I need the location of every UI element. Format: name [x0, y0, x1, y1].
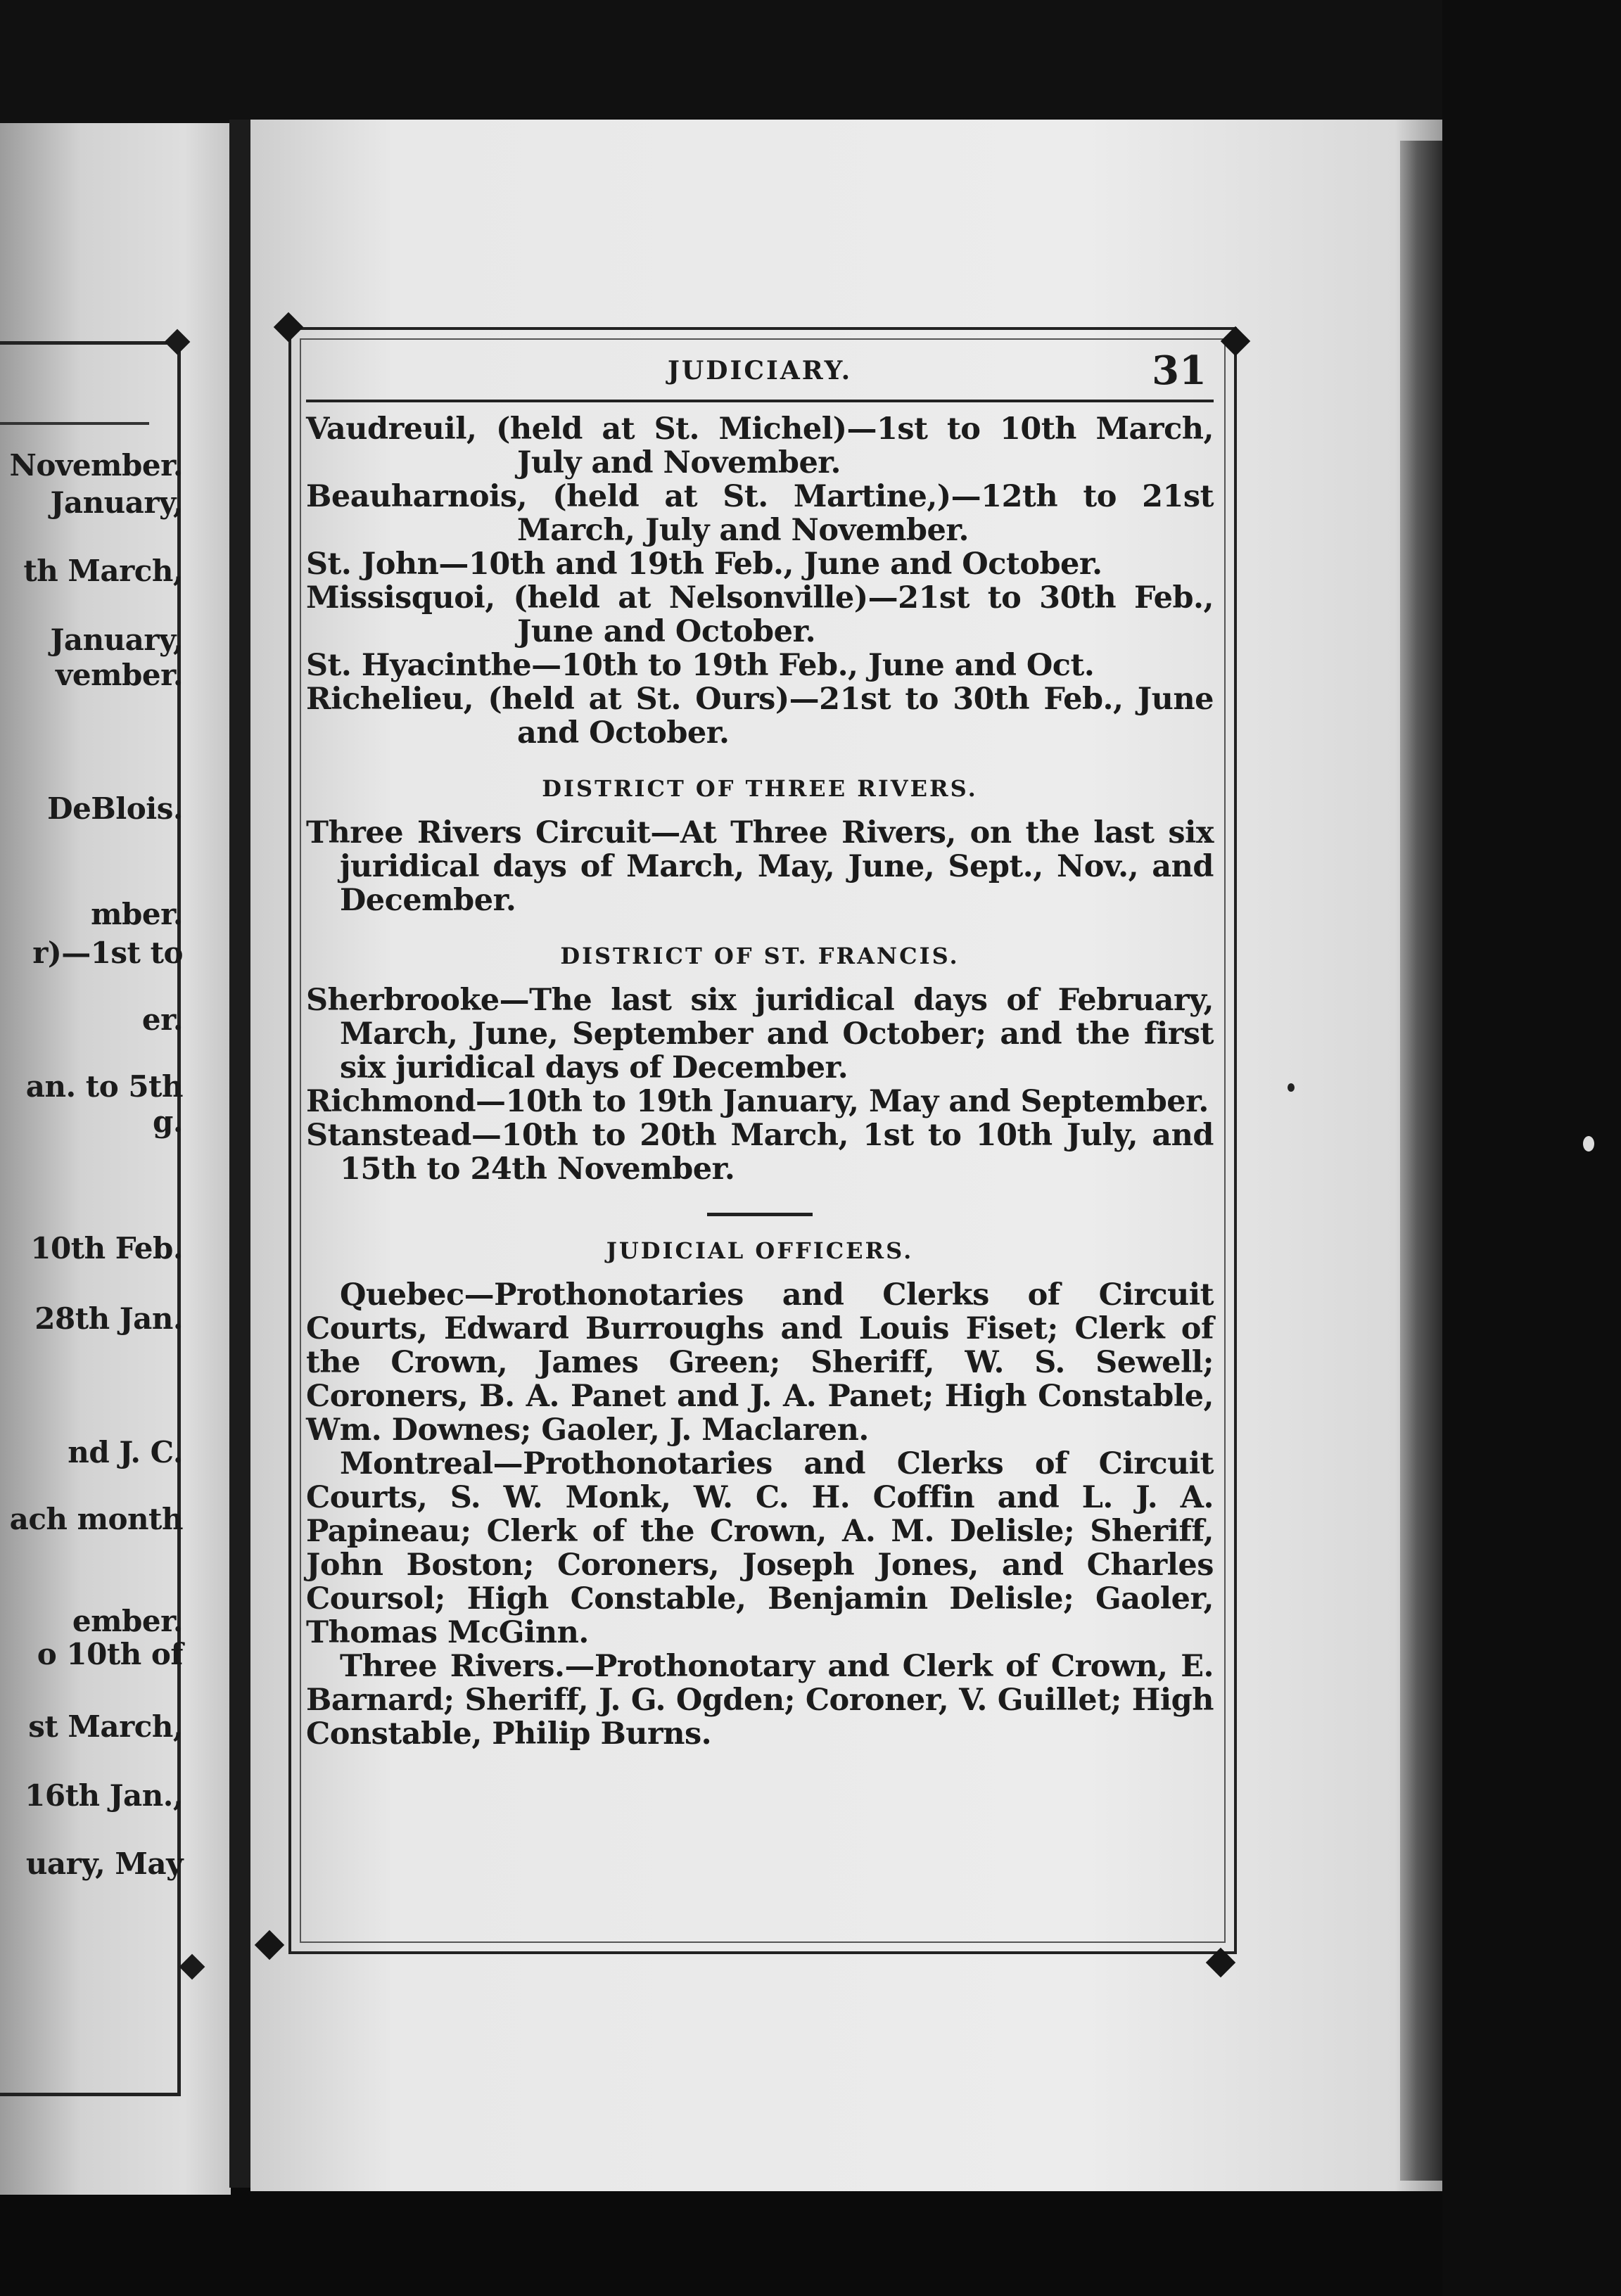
- previous-page-fragment: January,: [50, 485, 183, 520]
- page-number: 31: [1152, 347, 1207, 394]
- circuit-entry: Stanstead—10th to 20th March, 1st to 10th July, and 15th to 24th November.: [306, 1118, 1214, 1187]
- previous-page-fragment: DeBlois.: [47, 791, 183, 826]
- section-heading: JUDICIAL OFFICERS.: [606, 1237, 914, 1264]
- previous-page-fragment: er.: [141, 1002, 183, 1037]
- previous-page-fragment: 28th Jan.: [34, 1301, 183, 1336]
- previous-page-header-rule: [0, 422, 149, 425]
- previous-page-fragment: uary, May: [25, 1847, 183, 1881]
- previous-page-fragment: ach month: [9, 1502, 183, 1536]
- previous-page-fragment: ember.: [72, 1604, 183, 1638]
- section-heading: DISTRICT OF ST. FRANCIS.: [560, 943, 960, 969]
- circuit-entry: Sherbrooke—The last six juridical days of February, March, June, September and October; and the first six juridical days of December.: [306, 983, 1214, 1085]
- scan-speck: [1583, 1136, 1594, 1152]
- previous-page-fragment: nd J. C.: [68, 1435, 183, 1469]
- previous-page-fragment: st March,: [28, 1709, 183, 1744]
- previous-page-fragment: November.: [9, 448, 183, 483]
- circuit-entry: Richelieu, (held at St. Ours)—21st to 30th Feb., June and October.: [306, 682, 1214, 751]
- circuit-entry: Three Rivers Circuit—At Three Rivers, on the last six juridical days of March, May, June, Sept., Nov., and December.: [306, 815, 1214, 918]
- previous-page: [0, 123, 231, 2195]
- circuit-entry: St. Hyacinthe—10th to 19th Feb., June and Oct.: [306, 648, 1095, 683]
- previous-page-fragment: g.: [153, 1104, 183, 1139]
- officers-paragraph: Three Rivers.—Prothonotary and Clerk of Crown, E. Barnard; Sheriff, J. G. Ogden; Coroner, V. Guillet; High Constable, Philip Burns.: [306, 1649, 1214, 1752]
- circuit-entry: Missisquoi, (held at Nelsonville)—21st to 30th Feb., June and October.: [306, 580, 1214, 649]
- scan-background-right: [1442, 0, 1621, 2296]
- section-heading: DISTRICT OF THREE RIVERS.: [542, 775, 978, 802]
- section-divider: [707, 1213, 813, 1216]
- circuit-entry: St. John—10th and 19th Feb., June and October.: [306, 547, 1102, 582]
- running-header: [306, 345, 1214, 402]
- previous-page-fragment: 10th Feb.: [30, 1231, 183, 1265]
- officers-paragraph: Montreal—Prothonotaries and Clerks of Circuit Courts, S. W. Monk, W. C. H. Coffin and L. J. A. Papineau; Clerk of the Crown, A. M. Delisle; Sheriff, John Boston; Coroners, Joseph Jones, and Charles Coursol; High Constable, Benjamin Delisle; Gaoler, Thomas McGinn.: [306, 1446, 1214, 1650]
- page-title: JUDICIARY.: [667, 356, 853, 385]
- page-content: [306, 345, 1214, 1751]
- circuit-entry: Beauharnois, (held at St. Martine,)—12th to 21st March, July and November.: [306, 479, 1214, 548]
- corner-ornament-icon: [179, 1954, 205, 1980]
- circuit-entry: Richmond—10th to 19th January, May and September.: [306, 1084, 1209, 1119]
- previous-page-fragment: vember.: [55, 658, 183, 692]
- previous-page-fragment: mber.: [91, 897, 183, 931]
- ink-smudge: [1288, 1083, 1295, 1092]
- officers-paragraph: Quebec—Prothonotaries and Clerks of Circuit Courts, Edward Burroughs and Louis Fiset; Clerk of the Crown, James Green; Sheriff, W. S. Sewell; Coroners, B. A. Panet and J. A. Panet; High Constable, Wm. Downes; Gaoler, J. Maclaren.: [306, 1277, 1214, 1448]
- scan-background-bottom: [0, 2188, 1621, 2296]
- circuit-entry: Vaudreuil, (held at St. Michel)—1st to 10th March, July and November.: [306, 412, 1214, 480]
- previous-page-fragment: th March,: [23, 554, 183, 588]
- book-gutter: [229, 120, 250, 2188]
- previous-page-fragment: January,: [50, 623, 183, 657]
- previous-page-border: [0, 341, 181, 2096]
- previous-page-fragment: r)—1st to: [32, 936, 183, 970]
- previous-page-fragment: o 10th of: [37, 1637, 183, 1671]
- previous-page-fragment: 16th Jan.,: [25, 1778, 183, 1813]
- previous-page-fragment: an. to 5th: [25, 1069, 183, 1104]
- page-edge-shadow: [1400, 141, 1442, 2181]
